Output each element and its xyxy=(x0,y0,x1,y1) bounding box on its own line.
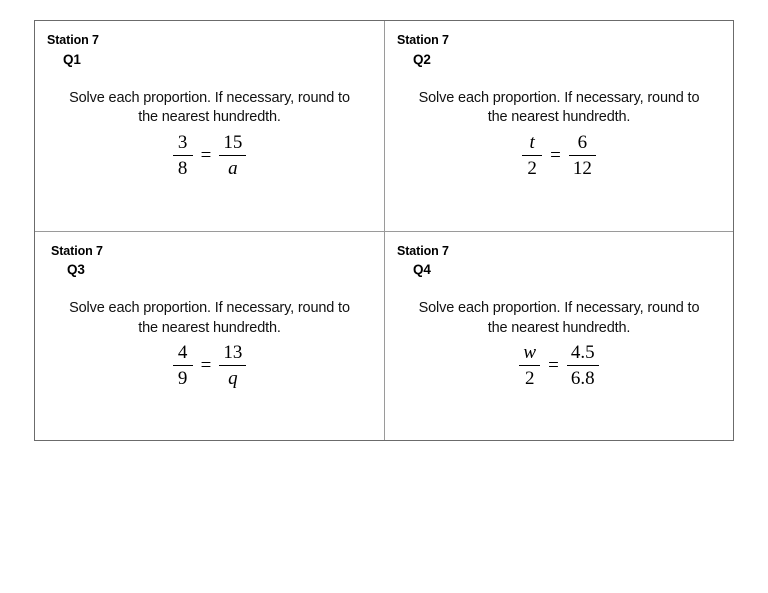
worksheet-card-grid xyxy=(34,20,734,441)
card-body xyxy=(395,89,723,180)
station-label: Station 7 xyxy=(47,33,99,47)
fraction-bar xyxy=(219,365,246,366)
instruction-text: Solve each proportion. If necessary, round to the nearest hundredth. xyxy=(418,89,700,126)
instruction-text: Solve each proportion. If necessary, round to the nearest hundredth. xyxy=(69,89,350,126)
fraction-right xyxy=(219,342,246,390)
task-card-q4 xyxy=(384,231,733,441)
fraction-right xyxy=(567,342,599,390)
equals-sign: = xyxy=(550,144,561,166)
numerator: 3 xyxy=(177,131,188,153)
question-label: Q2 xyxy=(413,51,431,67)
fraction-left xyxy=(522,132,542,180)
question-label: Q3 xyxy=(67,262,85,278)
card-body xyxy=(395,299,723,390)
denominator: 8 xyxy=(177,157,188,179)
fraction-bar xyxy=(219,155,246,156)
denominator: q xyxy=(228,368,238,390)
instruction-text: Solve each proportion. If necessary, round to the nearest hundredth. xyxy=(418,300,700,336)
proportion-equation xyxy=(45,342,374,390)
numerator: 13 xyxy=(223,342,243,364)
equals-sign: = xyxy=(200,355,212,377)
card-grid xyxy=(35,21,733,440)
numerator: 15 xyxy=(223,131,243,153)
card-header xyxy=(45,33,374,69)
fraction-left xyxy=(173,342,193,390)
card-header xyxy=(45,244,374,280)
card-body xyxy=(45,299,374,390)
equals-sign: = xyxy=(200,144,212,166)
task-card-q2 xyxy=(384,21,733,231)
fraction-right xyxy=(219,132,246,180)
fraction-bar xyxy=(522,155,542,156)
fraction-left xyxy=(519,342,540,390)
numerator: 4 xyxy=(177,342,188,364)
task-card-q1 xyxy=(35,21,384,231)
denominator: 9 xyxy=(177,368,188,390)
proportion-equation xyxy=(395,132,723,180)
denominator: 6.8 xyxy=(570,368,595,390)
proportion-equation xyxy=(395,342,723,390)
fraction-bar xyxy=(569,155,596,156)
station-label: Station 7 xyxy=(397,33,449,47)
numerator: t xyxy=(529,131,535,153)
denominator: 12 xyxy=(572,157,592,179)
task-card-q3 xyxy=(35,231,384,441)
fraction-bar xyxy=(567,365,599,366)
card-header xyxy=(395,33,723,69)
fraction-bar xyxy=(173,365,193,366)
numerator: 4.5 xyxy=(570,342,595,364)
numerator: w xyxy=(523,342,537,364)
equals-sign: = xyxy=(548,355,559,377)
instruction-text: Solve each proportion. If necessary, round to the nearest hundredth. xyxy=(69,300,350,336)
station-label: Station 7 xyxy=(397,243,449,258)
proportion-equation xyxy=(45,132,374,180)
denominator: 2 xyxy=(525,368,535,390)
question-label: Q1 xyxy=(63,51,81,67)
card-body xyxy=(45,89,374,180)
station-label: Station 7 xyxy=(51,243,103,258)
denominator: a xyxy=(228,157,238,179)
card-header xyxy=(395,244,723,280)
fraction-bar xyxy=(173,155,193,156)
denominator: 2 xyxy=(527,157,537,179)
fraction-left xyxy=(173,132,193,180)
question-label: Q4 xyxy=(413,262,431,278)
numerator: 6 xyxy=(577,131,588,153)
fraction-bar xyxy=(519,365,540,366)
fraction-right xyxy=(569,132,596,180)
